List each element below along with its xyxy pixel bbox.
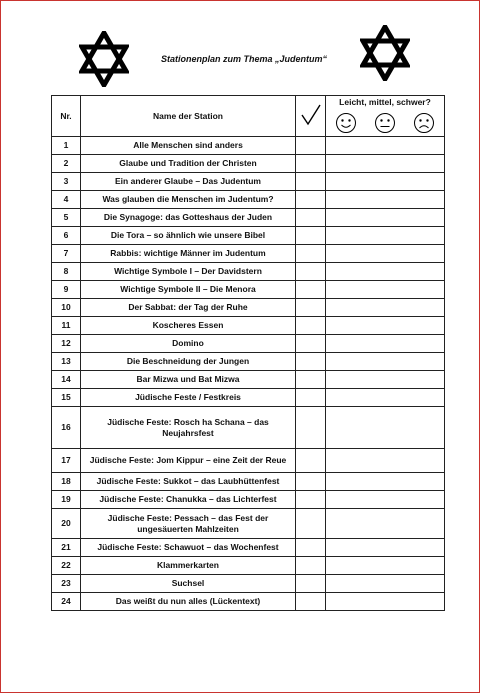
station-number: 1: [52, 137, 81, 155]
station-name: Suchsel: [81, 575, 296, 593]
table-row: [52, 155, 445, 173]
station-number: 3: [52, 173, 81, 191]
station-name: Glaube und Tradition der Christen: [81, 155, 296, 173]
table-row: [52, 593, 445, 611]
difficulty-cell[interactable]: [326, 209, 445, 227]
station-number: 7: [52, 245, 81, 263]
table-row: [52, 335, 445, 353]
station-name: Die Beschneidung der Jungen: [81, 353, 296, 371]
done-checkbox-cell[interactable]: [296, 389, 326, 407]
station-number: 16: [52, 407, 81, 449]
station-name: Die Tora – so ähnlich wie unsere Bibel: [81, 227, 296, 245]
header-difficulty: [326, 96, 445, 137]
page-title: Stationenplan zum Thema „Judentum“: [160, 54, 327, 64]
station-table: [51, 95, 445, 611]
difficulty-cell[interactable]: [326, 245, 445, 263]
station-number: 24: [52, 593, 81, 611]
done-checkbox-cell[interactable]: [296, 353, 326, 371]
difficulty-cell[interactable]: [326, 173, 445, 191]
station-name: Rabbis: wichtige Männer im Judentum: [81, 245, 296, 263]
table-row: [52, 491, 445, 509]
table-row: [52, 299, 445, 317]
station-number: 4: [52, 191, 81, 209]
station-number: 10: [52, 299, 81, 317]
done-checkbox-cell[interactable]: [296, 245, 326, 263]
done-checkbox-cell[interactable]: [296, 263, 326, 281]
difficulty-cell[interactable]: [326, 389, 445, 407]
difficulty-cell[interactable]: [326, 353, 445, 371]
station-name: Ein anderer Glaube – Das Judentum: [81, 173, 296, 191]
checkmark-icon: [299, 103, 323, 127]
table-row: [52, 353, 445, 371]
station-number: 12: [52, 335, 81, 353]
done-checkbox-cell[interactable]: [296, 191, 326, 209]
done-checkbox-cell[interactable]: [296, 137, 326, 155]
station-number: 14: [52, 371, 81, 389]
difficulty-cell[interactable]: [326, 299, 445, 317]
station-name: Wichtige Symbole II – Die Menora: [81, 281, 296, 299]
difficulty-cell[interactable]: [326, 509, 445, 539]
table-row: [52, 575, 445, 593]
header-name: Name der Station: [81, 96, 296, 137]
station-name: Jüdische Feste: Jom Kippur – eine Zeit der Reue: [81, 449, 296, 473]
station-name: Was glauben die Menschen im Judentum?: [81, 191, 296, 209]
done-checkbox-cell[interactable]: [296, 173, 326, 191]
station-name: Die Synagoge: das Gotteshaus der Juden: [81, 209, 296, 227]
station-name: Das weißt du nun alles (Lückentext): [81, 593, 296, 611]
station-number: 22: [52, 557, 81, 575]
station-number: 13: [52, 353, 81, 371]
header-nr: Nr.: [52, 96, 81, 137]
station-name: Jüdische Feste: Sukkot – das Laubhüttenfest: [81, 473, 296, 491]
station-name: Jüdische Feste: Pessach – das Fest der ungesäuerten Mahlzeiten: [81, 509, 296, 539]
done-checkbox-cell[interactable]: [296, 335, 326, 353]
table-row: [52, 173, 445, 191]
station-number: 19: [52, 491, 81, 509]
done-checkbox-cell[interactable]: [296, 317, 326, 335]
difficulty-cell[interactable]: [326, 557, 445, 575]
header-check: [296, 96, 326, 137]
difficulty-cell[interactable]: [326, 263, 445, 281]
station-name: Klammerkarten: [81, 557, 296, 575]
done-checkbox-cell[interactable]: [296, 281, 326, 299]
table-row: [52, 539, 445, 557]
station-name: Wichtige Symbole I – Der Davidstern: [81, 263, 296, 281]
done-checkbox-cell[interactable]: [296, 227, 326, 245]
difficulty-cell[interactable]: [326, 407, 445, 449]
table-row: [52, 557, 445, 575]
station-name: Jüdische Feste: Rosch ha Schana – das Neujahrsfest: [81, 407, 296, 449]
table-row: [52, 407, 445, 449]
table-row: [52, 263, 445, 281]
difficulty-cell[interactable]: [326, 317, 445, 335]
done-checkbox-cell[interactable]: [296, 557, 326, 575]
station-number: 23: [52, 575, 81, 593]
table-row: [52, 245, 445, 263]
done-checkbox-cell[interactable]: [296, 407, 326, 449]
done-checkbox-cell[interactable]: [296, 371, 326, 389]
difficulty-cell[interactable]: [326, 335, 445, 353]
smiley-neutral-icon: [374, 112, 396, 134]
station-number: 15: [52, 389, 81, 407]
table-row: [52, 389, 445, 407]
table-row: [52, 371, 445, 389]
station-name: Jüdische Feste: Schawuot – das Wochenfest: [81, 539, 296, 557]
done-checkbox-cell[interactable]: [296, 155, 326, 173]
table-row: [52, 209, 445, 227]
difficulty-cell[interactable]: [326, 227, 445, 245]
station-number: 5: [52, 209, 81, 227]
difficulty-cell[interactable]: [326, 371, 445, 389]
station-number: 20: [52, 509, 81, 539]
difficulty-cell[interactable]: [326, 191, 445, 209]
difficulty-cell[interactable]: [326, 281, 445, 299]
table-row: [52, 137, 445, 155]
done-checkbox-cell[interactable]: [296, 491, 326, 509]
table-row: [52, 473, 445, 491]
table-row: [52, 191, 445, 209]
station-number: 6: [52, 227, 81, 245]
station-number: 21: [52, 539, 81, 557]
done-checkbox-cell[interactable]: [296, 539, 326, 557]
table-row: [52, 449, 445, 473]
table-row: [52, 227, 445, 245]
star-of-david-icon: [360, 25, 410, 81]
done-checkbox-cell[interactable]: [296, 509, 326, 539]
station-number: 11: [52, 317, 81, 335]
station-number: 18: [52, 473, 81, 491]
station-name: Alle Menschen sind anders: [81, 137, 296, 155]
done-checkbox-cell[interactable]: [296, 473, 326, 491]
difficulty-cell[interactable]: [326, 593, 445, 611]
station-name: Domino: [81, 335, 296, 353]
difficulty-cell[interactable]: [326, 575, 445, 593]
station-name: Bar Mizwa und Bat Mizwa: [81, 371, 296, 389]
difficulty-label: Leicht, mittel, schwer?: [339, 96, 431, 107]
difficulty-cell[interactable]: [326, 539, 445, 557]
station-name: Jüdische Feste: Chanukka – das Lichterfest: [81, 491, 296, 509]
done-checkbox-cell[interactable]: [296, 593, 326, 611]
smiley-happy-icon: [335, 112, 357, 134]
station-number: 2: [52, 155, 81, 173]
difficulty-cell[interactable]: [326, 155, 445, 173]
station-number: 17: [52, 449, 81, 473]
done-checkbox-cell[interactable]: [296, 449, 326, 473]
difficulty-cell[interactable]: [326, 449, 445, 473]
station-name: Koscheres Essen: [81, 317, 296, 335]
difficulty-cell[interactable]: [326, 491, 445, 509]
difficulty-cell[interactable]: [326, 473, 445, 491]
table-row: [52, 281, 445, 299]
station-name: Jüdische Feste / Festkreis: [81, 389, 296, 407]
done-checkbox-cell[interactable]: [296, 299, 326, 317]
station-number: 9: [52, 281, 81, 299]
done-checkbox-cell[interactable]: [296, 575, 326, 593]
difficulty-cell[interactable]: [326, 137, 445, 155]
table-row: [52, 509, 445, 539]
table-header-row: [52, 96, 445, 137]
station-name: Der Sabbat: der Tag der Ruhe: [81, 299, 296, 317]
table-row: [52, 317, 445, 335]
done-checkbox-cell[interactable]: [296, 209, 326, 227]
smiley-sad-icon: [413, 112, 435, 134]
star-of-david-icon: [79, 31, 129, 87]
station-number: 8: [52, 263, 81, 281]
